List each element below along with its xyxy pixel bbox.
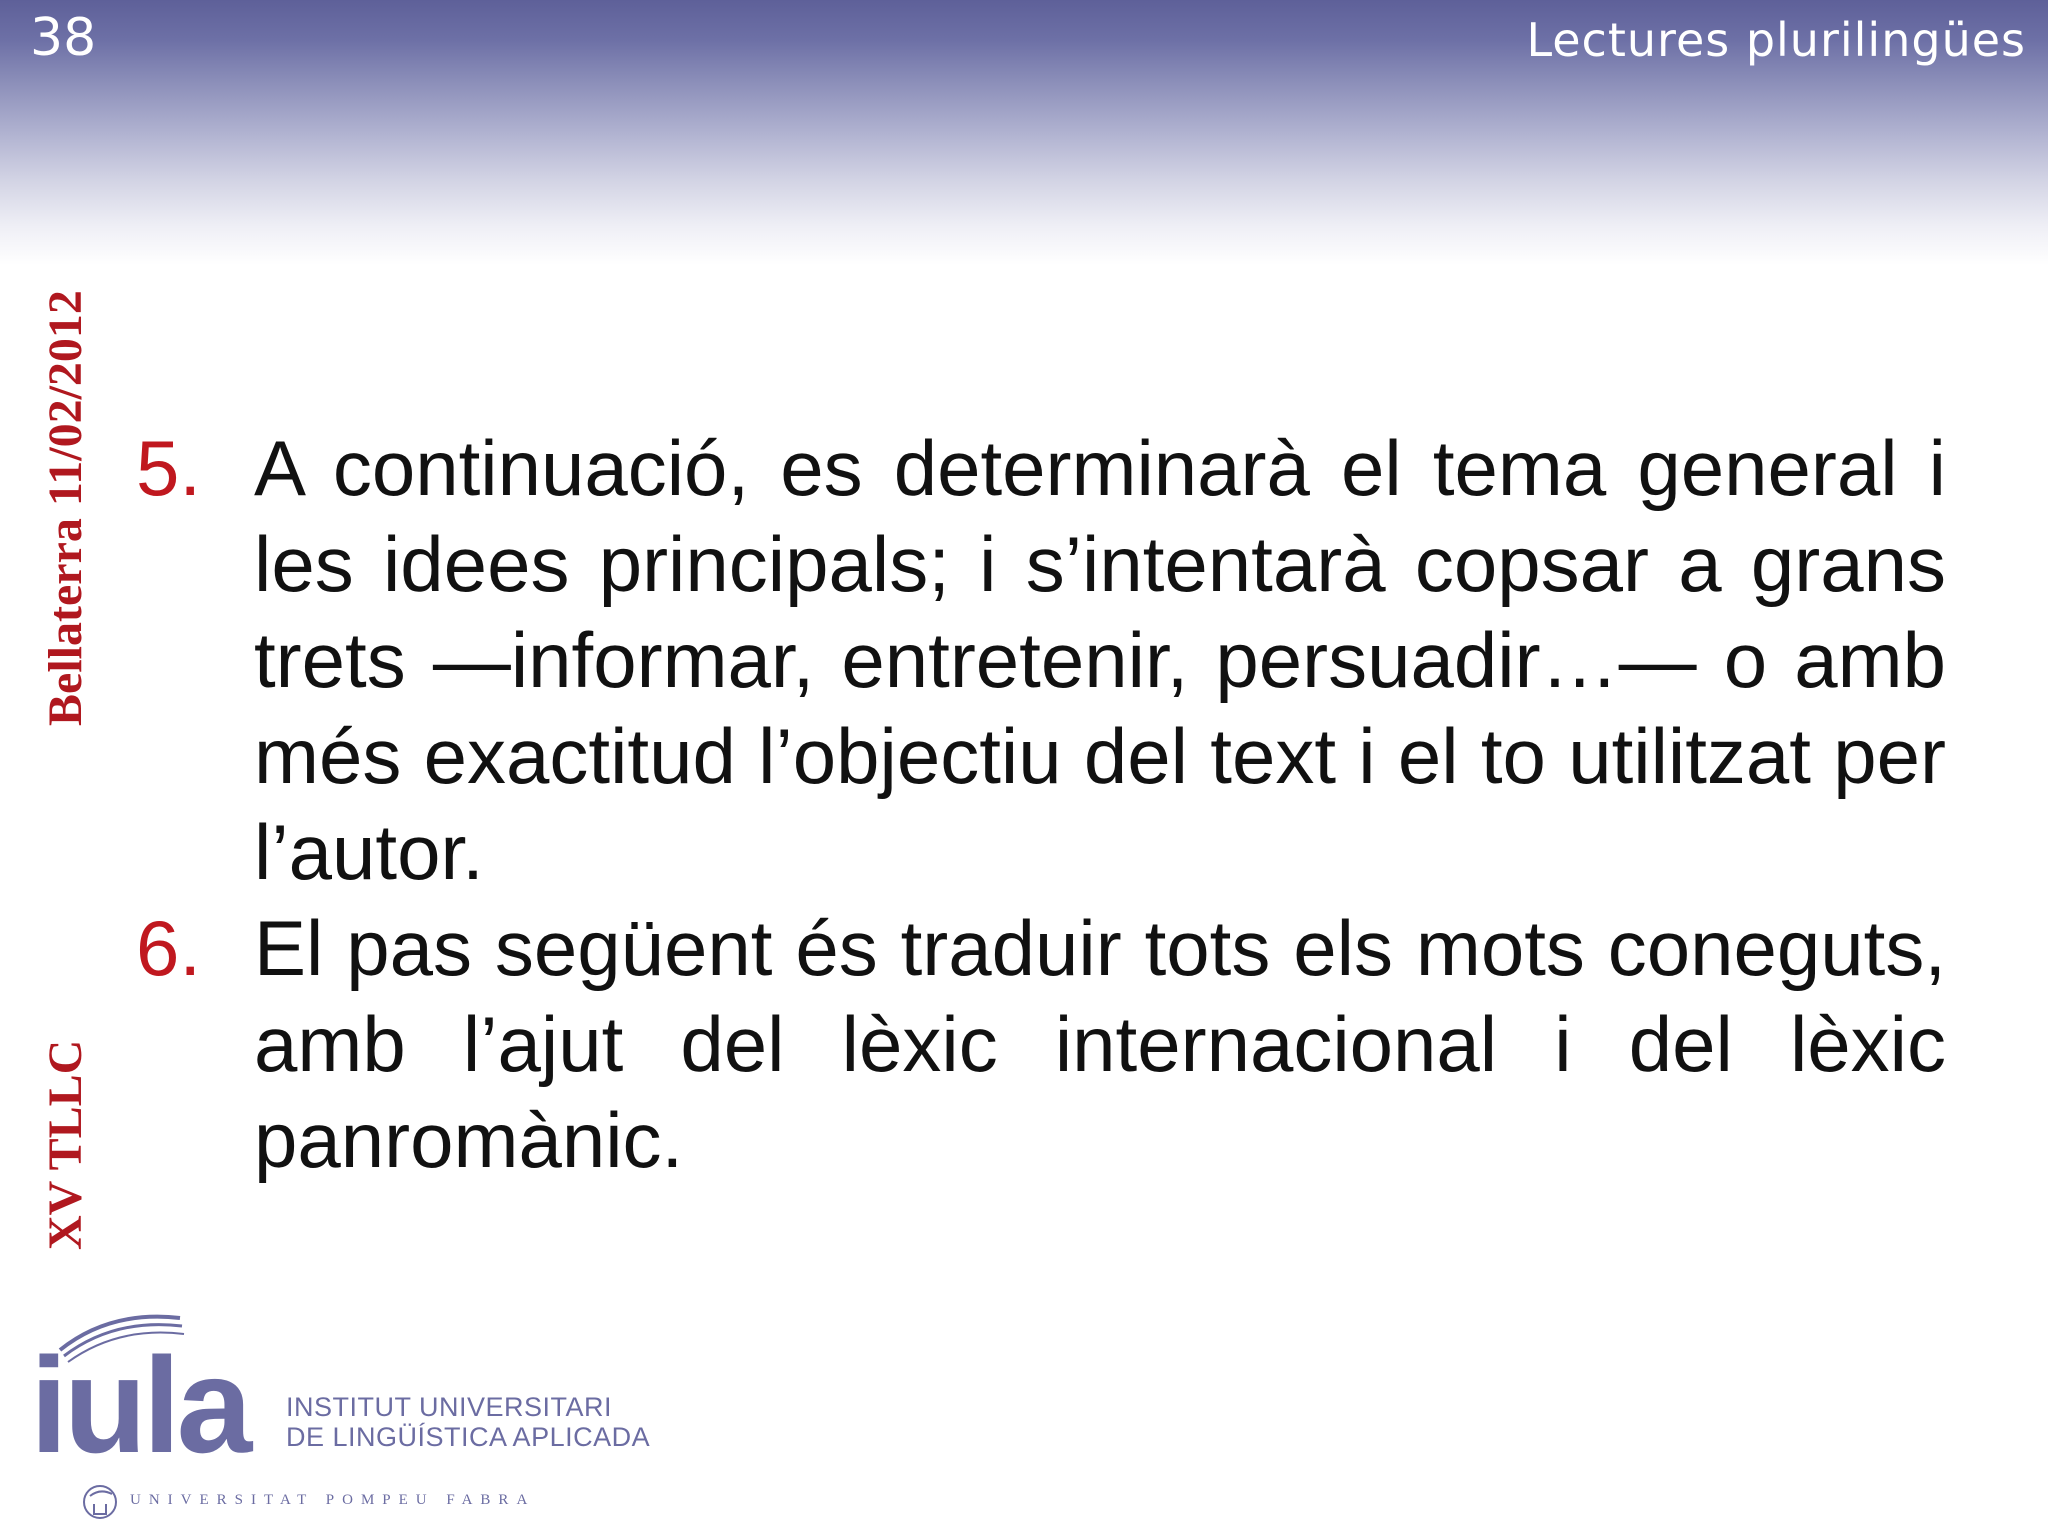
list-item-number: 6. [136,904,202,992]
sidebar-date-text: Bellaterra 11/02/2012 [39,290,92,726]
sidebar-conference-text: XV TLLC [39,1039,92,1250]
university-emblem-icon [78,1480,122,1524]
slide-header-title: Lectures plurilingües [1526,13,2026,67]
header-banner [0,0,2048,270]
list-item-number: 5. [136,424,202,512]
slide-number: 38 [30,8,97,68]
list-item [136,420,1946,900]
logo-wordmark: iula [30,1329,249,1481]
institute-name-line-1: INSTITUT UNIVERSITARI [286,1392,613,1422]
institute-name-line-2: DE LINGÜÍSTICA APLICADA [286,1422,651,1452]
iula-logo [30,1310,680,1530]
list-item-text: El pas següent és traduir tots els mots coneguts, amb l’ajut del lèxic internacional i del lèxic panromànic. [254,904,1946,1184]
list-item [136,900,1946,1188]
slide-content [136,420,1946,1188]
list-item-text: A continuació, es determinarà el tema general i les idees principals; i s’intentarà copsar a grans trets —informar, entretenir, persuadir…— o amb més exactitud l’objectiu del text i el to utilitzat per l’autor. [254,424,1946,896]
university-name: UNIVERSITAT POMPEU FABRA [130,1492,536,1508]
